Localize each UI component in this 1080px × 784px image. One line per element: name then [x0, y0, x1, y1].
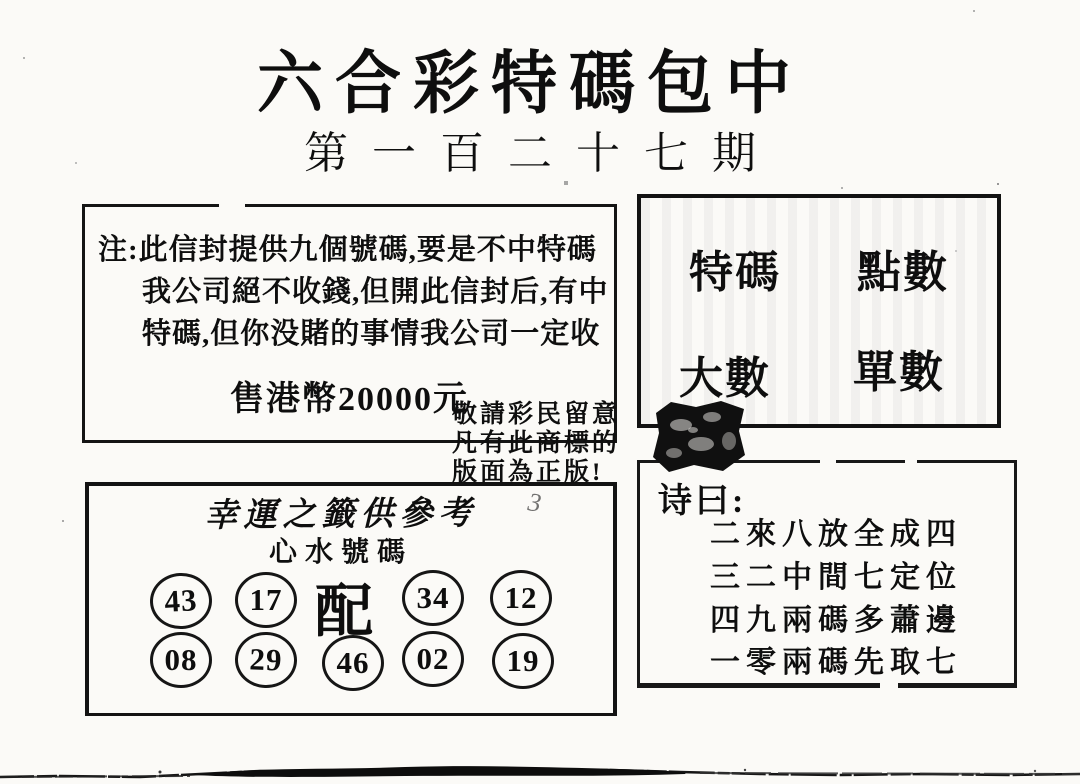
lucky-number-circle: 46 [322, 635, 384, 691]
border-gap [880, 680, 898, 688]
notice-line-2: 凡有此商標的 [452, 430, 621, 457]
border-gap [219, 202, 245, 208]
poem-line-2: 三二中間七定位 [710, 561, 962, 594]
lucky-number-circle: 34 [402, 570, 464, 626]
category-special-number: 特碼 [689, 248, 781, 297]
poem-line-4: 一零兩碼先取七 [710, 646, 962, 679]
lucky-title: 幸運之籤供參考 [204, 495, 478, 535]
scan-edge-artifact [0, 760, 1080, 784]
lucky-number-circle: 17 [235, 572, 297, 628]
lucky-subtitle: 心水號碼 [268, 537, 413, 568]
price-text: 售港幣20000元 [230, 381, 469, 418]
border-gap [300, 706, 320, 712]
categories-box [637, 194, 1001, 428]
category-odd-numbers: 單數 [853, 348, 945, 397]
authenticity-notice [452, 400, 620, 487]
poem-line-3: 四九兩碼多蕭邊 [710, 604, 962, 637]
note-line-2: 我公司絕不收錢,但開此信封后,有中 [142, 276, 609, 308]
notice-line-3: 版面為正版! [452, 459, 604, 486]
issue-number: 第一百二十七期 [304, 129, 780, 178]
scan-speckles [0, 0, 2, 2]
border-gap [905, 458, 917, 463]
poem-line-1: 二來八放全成四 [710, 518, 962, 551]
note-line-3: 特碼,但你没賭的事情我公司一定收 [142, 318, 601, 350]
border-gap [820, 458, 836, 463]
category-big-numbers: 大數 [679, 354, 771, 403]
note-line-1: 注:此信封提供九個號碼,要是不中特碼 [98, 234, 597, 266]
stray-ink-mark: 3 [526, 487, 544, 518]
match-character: 配 [315, 579, 374, 644]
poem-box [637, 460, 1017, 688]
lucky-number-circle: 02 [402, 631, 464, 687]
category-points: 點數 [857, 248, 949, 297]
trademark-stamp-icon [649, 397, 749, 475]
lucky-number-circle: 12 [490, 570, 552, 626]
lucky-number-circle: 19 [492, 633, 554, 689]
lucky-number-circle: 43 [149, 571, 214, 630]
page-title: 六合彩特碼包中 [257, 46, 803, 123]
lucky-number-circle: 08 [150, 632, 212, 688]
lucky-number-circle: 29 [234, 631, 298, 689]
poem-title: 诗曰: [658, 483, 747, 520]
notice-line-1: 敬請彩民留意 [452, 401, 621, 428]
